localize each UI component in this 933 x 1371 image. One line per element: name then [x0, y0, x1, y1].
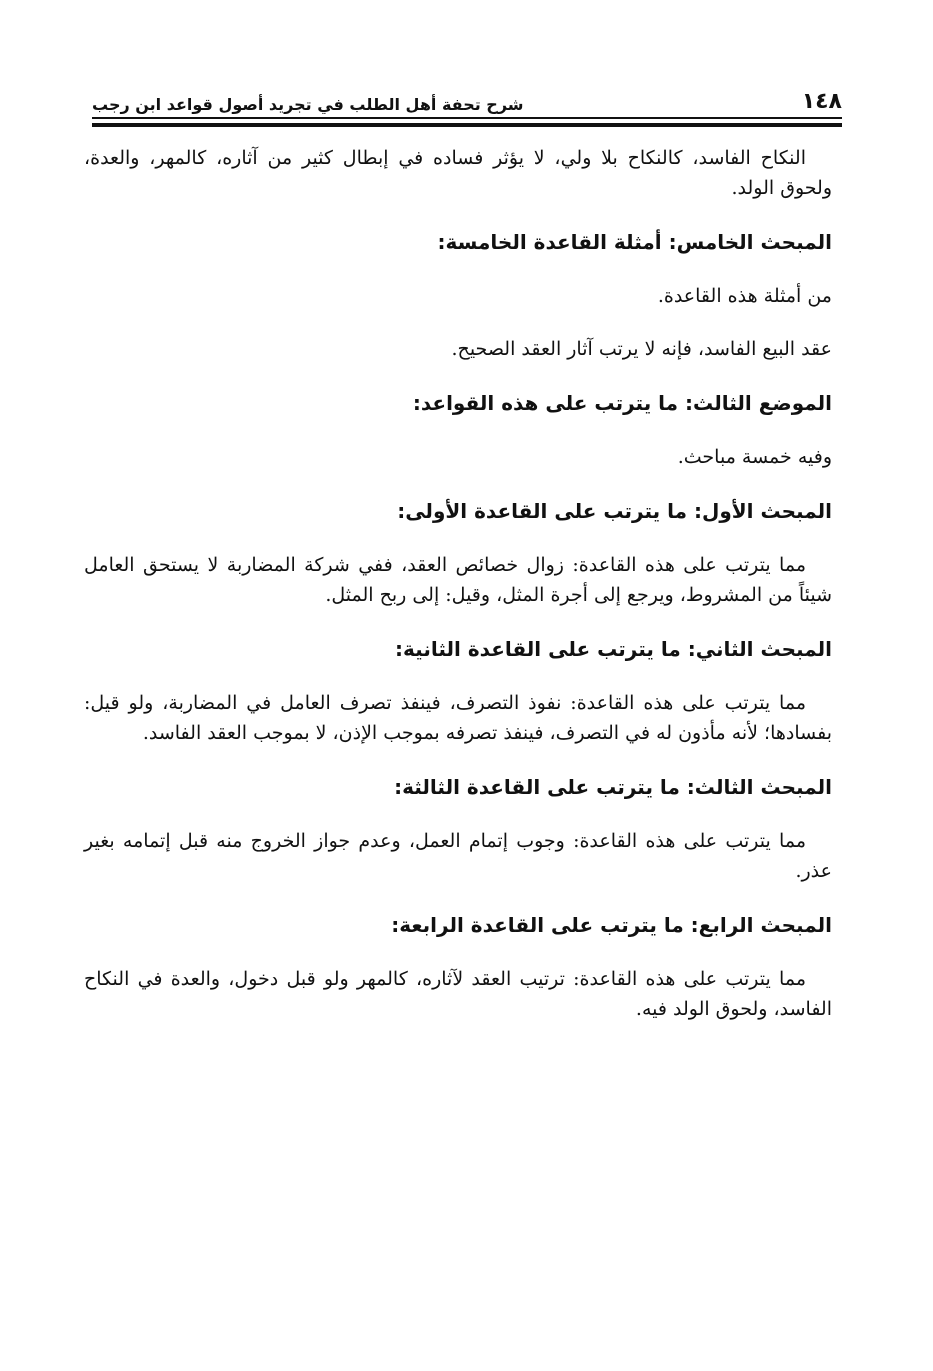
paragraph-6: مما يترتب على هذه القاعدة: نفوذ التصرف، فينفذ تصرف العامل في المضاربة، ولو قيل: بفسادها؛ لأنه مأذون له في التصرف، فينفذ تصرفه بموجب الإذن، لا بموجب العقد الفاسد. [84, 692, 832, 744]
paragraph-8: مما يترتب على هذه القاعدة: ترتيب العقد لآثاره، كالمهر ولو قبل دخول، والعدة في النكاح الفاسد، ولحوق الولد فيه. [84, 968, 832, 1020]
page-number: ١٤٨ [801, 89, 842, 114]
section-heading-3: المبحث الثالث: ما يترتب على القاعدة الثالثة: [394, 775, 832, 799]
paragraph-2: من أمثلة هذه القاعدة. [657, 285, 832, 307]
paragraph-7: مما يترتب على هذه القاعدة: وجوب إتمام العمل، وعدم جواز الخروج منه قبل إتمامه بغير عذر. [84, 830, 832, 882]
section-heading-4: المبحث الرابع: ما يترتب على القاعدة الرابعة: [391, 913, 832, 937]
paragraph-5: مما يترتب على هذه القاعدة: زوال خصائص العقد، ففي شركة المضاربة لا يستحق العامل شيئاً من المشروط، ويرجع إلى أجرة المثل، وقيل: إلى ربح المثل. [84, 554, 832, 606]
header-rule-thin [92, 117, 842, 119]
body-text [84, 143, 832, 1024]
paragraph-1: النكاح الفاسد، كالنكاح بلا ولي، لا يؤثر فساده في إبطال كثير من آثاره، كالمهر، والعدة، ولحوق الولد. [84, 147, 832, 199]
topic-heading-3: الموضع الثالث: ما يترتب على هذه القواعد: [412, 391, 832, 415]
book-title: شرح تحفة أهل الطلب في تجريد أصول قواعد ابن رجب [92, 95, 524, 114]
paragraph-4: وفيه خمسة مباحث. [677, 446, 832, 468]
running-header [92, 78, 842, 114]
section-heading-5: المبحث الخامس: أمثلة القاعدة الخامسة: [437, 230, 832, 254]
paragraph-3: عقد البيع الفاسد، فإنه لا يرتب آثار العقد الصحيح. [451, 338, 832, 360]
section-heading-1: المبحث الأول: ما يترتب على القاعدة الأولى: [397, 499, 832, 523]
header-rule-thick [92, 123, 842, 127]
section-heading-2: المبحث الثاني: ما يترتب على القاعدة الثانية: [395, 637, 832, 661]
